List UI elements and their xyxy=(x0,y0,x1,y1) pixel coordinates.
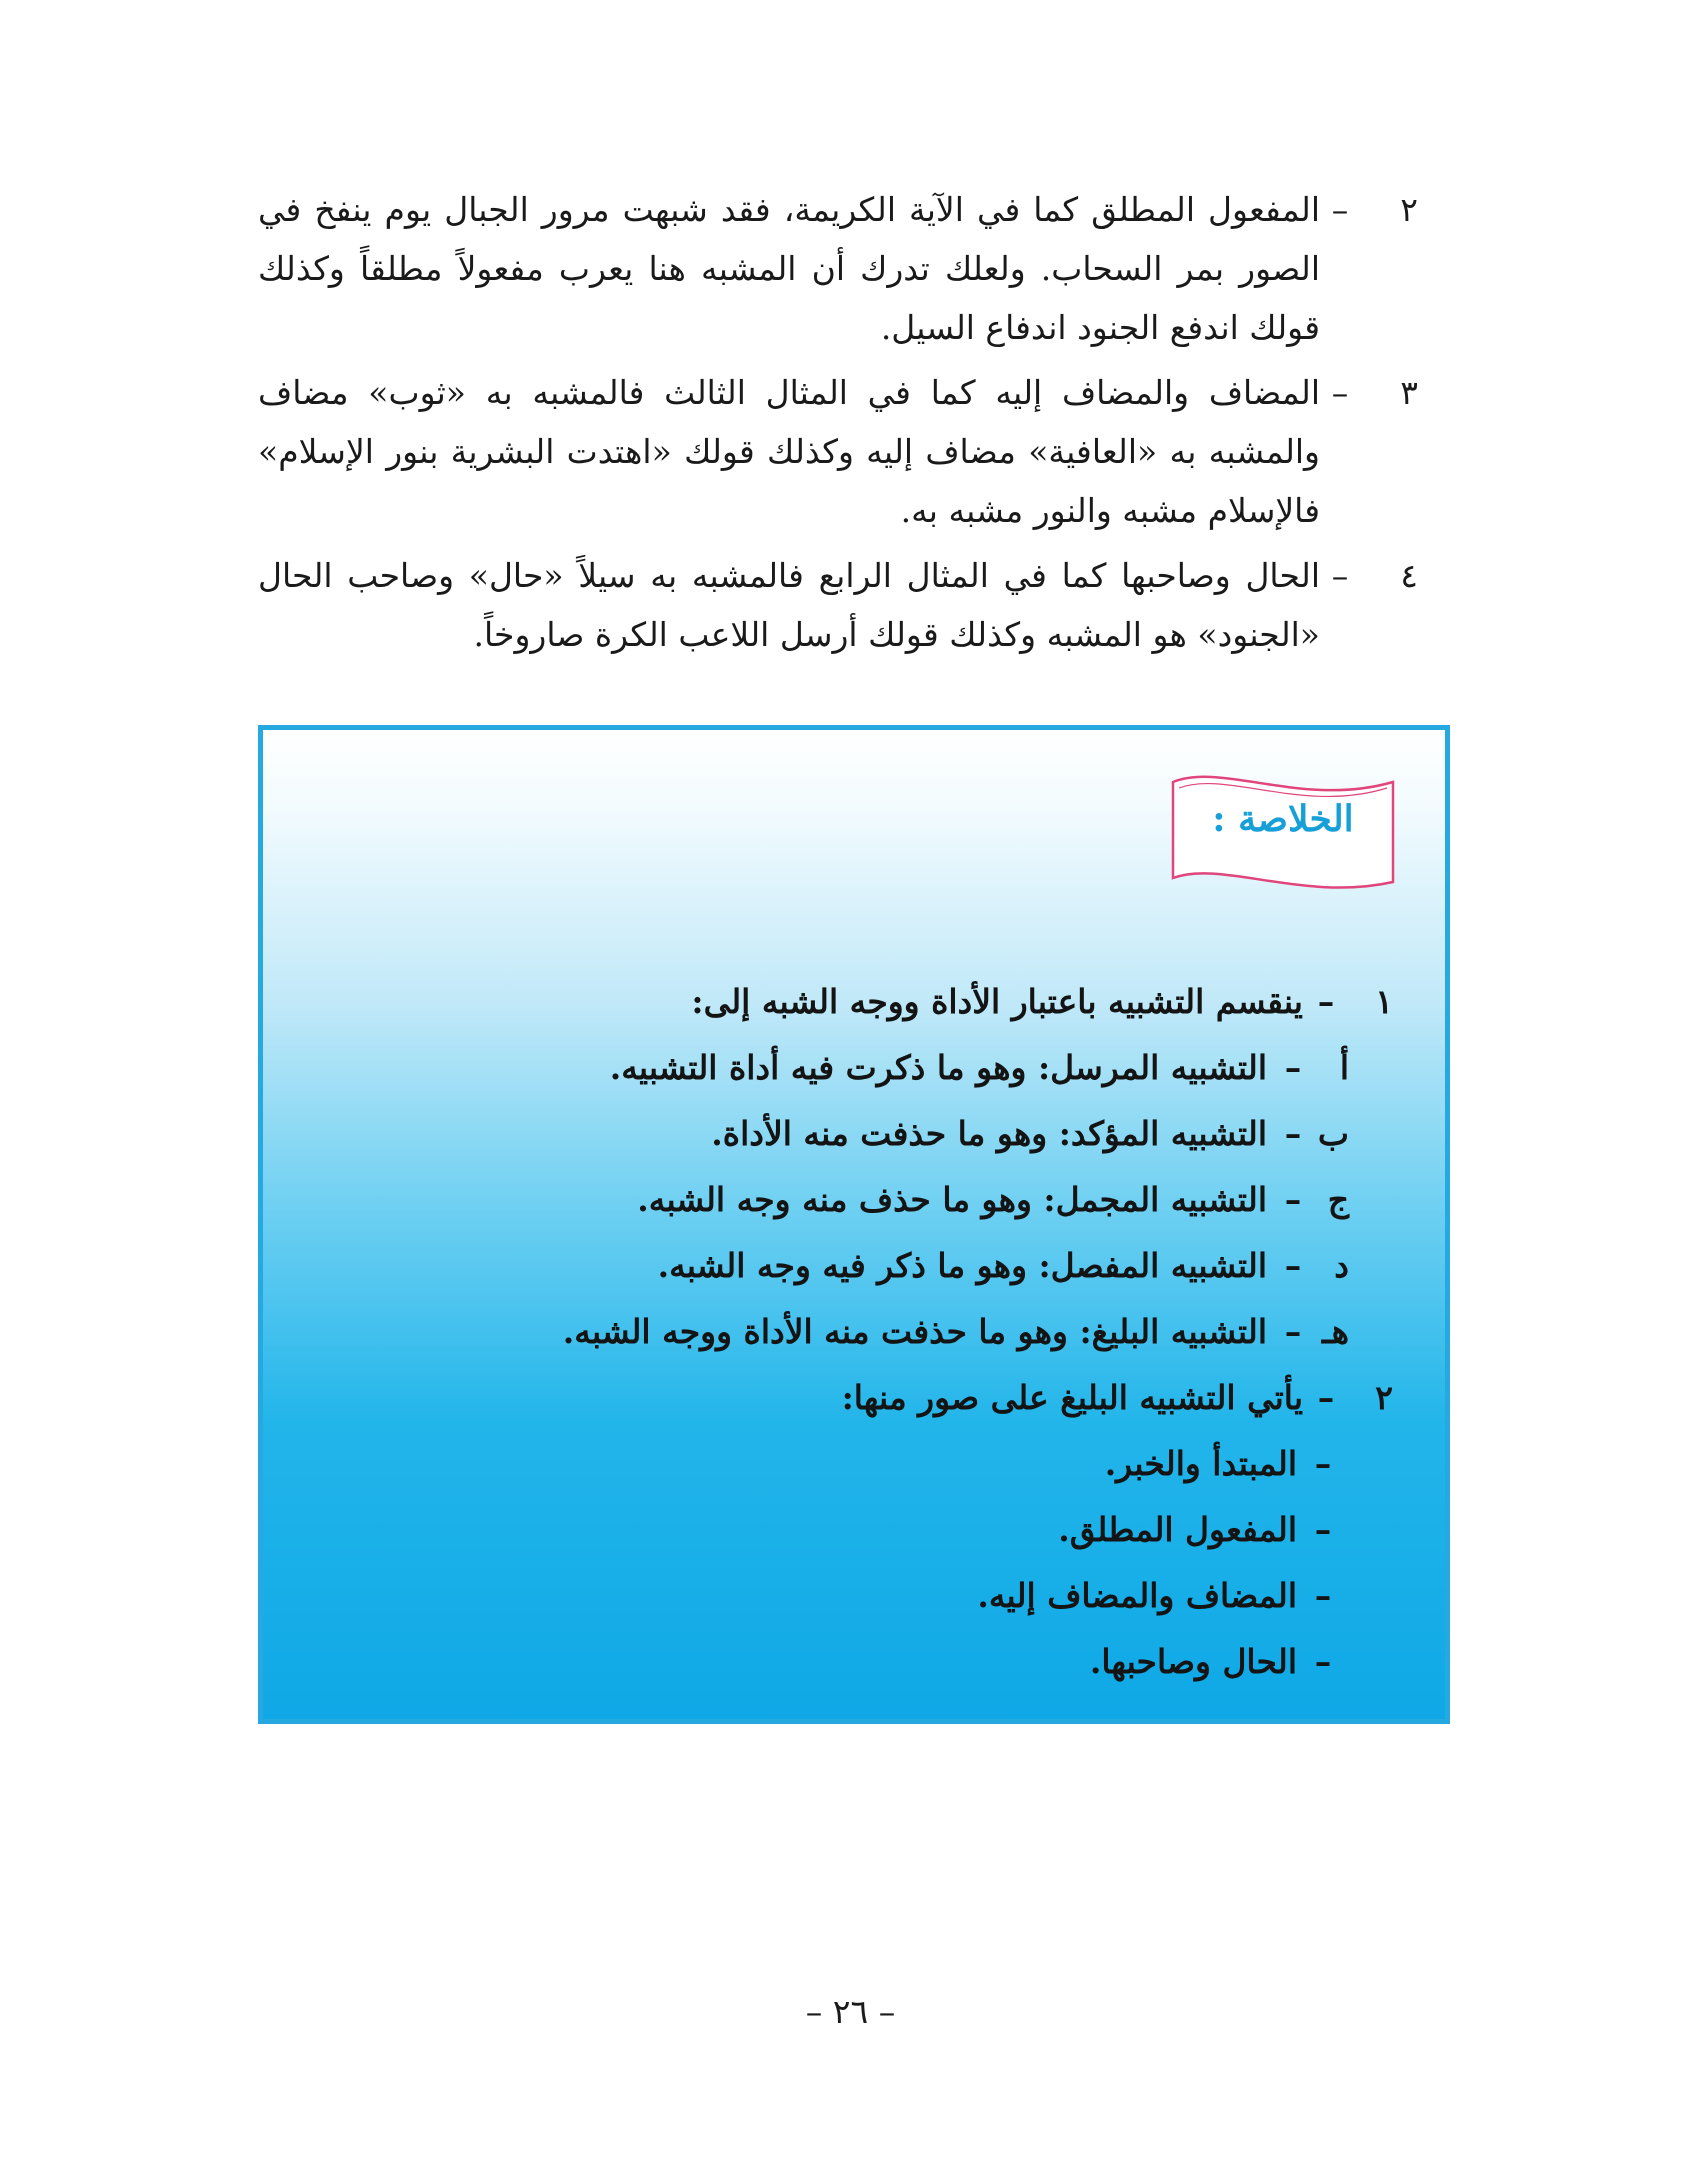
item-text: ينقسم التشبيه باعتبار الأداة ووجه الشبه إلى: xyxy=(691,981,1303,1021)
point-dash: – xyxy=(1331,556,1349,595)
sub-item-d xyxy=(393,1232,1393,1298)
bullet-text: المفعول المطلق. xyxy=(1058,1509,1297,1549)
sub-item-c xyxy=(393,1166,1393,1232)
summary-flag xyxy=(1163,760,1403,900)
sub-dash: – xyxy=(1284,1311,1302,1351)
point-number: ٣ xyxy=(1400,373,1418,412)
bullet-item xyxy=(393,1430,1393,1496)
sub-label: هـ xyxy=(1321,1311,1349,1351)
bullet-dash: – xyxy=(1314,1641,1332,1681)
summary-box xyxy=(258,725,1450,1724)
item-number: ١ xyxy=(1375,981,1393,1021)
bullet-dash: – xyxy=(1314,1443,1332,1483)
item-text: يأتي التشبيه البليغ على صور منها: xyxy=(841,1377,1303,1417)
sub-dash: – xyxy=(1284,1179,1302,1219)
sub-label: د xyxy=(1334,1245,1349,1285)
point-text: الحال وصاحبها كما في المثال الرابع فالمشبه به سيلاً «حال» وصاحب الحال «الجنود» هو المشبه وكذلك قولك أرسل اللاعب الكرة صاروخاً. xyxy=(258,556,1320,654)
point-4 xyxy=(258,546,1418,664)
page-number: – ٢٦ – xyxy=(805,1992,896,2031)
sub-label: ب xyxy=(1317,1113,1349,1153)
sub-dash: – xyxy=(1284,1047,1302,1087)
point-dash: – xyxy=(1331,373,1349,412)
item-dash: – xyxy=(1317,1377,1335,1417)
bullet-text: المضاف والمضاف إليه. xyxy=(977,1575,1297,1615)
bullet-text: المبتدأ والخبر. xyxy=(1104,1443,1297,1483)
point-text: المفعول المطلق كما في الآية الكريمة، فقد شبهت مرور الجبال يوم ينفخ في الصور بمر السحاب. ولعلك تدرك أن المشبه هنا يعرب مفعولاً مطلقاً وكذلك قولك اندفع الجنود اندفاع السيل. xyxy=(258,190,1320,347)
sub-item-b xyxy=(393,1100,1393,1166)
point-3 xyxy=(258,363,1418,540)
bullet-text: الحال وصاحبها. xyxy=(1089,1641,1297,1681)
sub-item-e xyxy=(393,1298,1393,1364)
explanation-points xyxy=(258,180,1418,670)
point-number: ٢ xyxy=(1400,190,1418,229)
sub-dash: – xyxy=(1284,1113,1302,1153)
sub-text: التشبيه المرسل: وهو ما ذكرت فيه أداة التشبيه. xyxy=(609,1047,1267,1087)
summary-title: الخلاصة : xyxy=(1212,798,1354,840)
bullet-item xyxy=(393,1496,1393,1562)
point-2 xyxy=(258,180,1418,357)
summary-list xyxy=(393,968,1393,1694)
sub-item-a xyxy=(393,1034,1393,1100)
bullet-dash: – xyxy=(1314,1575,1332,1615)
sub-dash: – xyxy=(1284,1245,1302,1285)
bullet-item xyxy=(393,1562,1393,1628)
item-number: ٢ xyxy=(1375,1377,1393,1417)
point-text: المضاف والمضاف إليه كما في المثال الثالث فالمشبه به «ثوب» مضاف والمشبه به «العافية» مضاف إليه وكذلك قولك «اهتدت البشرية بنور الإسلام» فالإسلام مشبه والنور مشبه به. xyxy=(258,373,1320,530)
sub-label: ج xyxy=(1327,1179,1349,1219)
sub-text: التشبيه المؤكد: وهو ما حذفت منه الأداة. xyxy=(711,1113,1267,1153)
bullet-item xyxy=(393,1628,1393,1694)
bullet-dash: – xyxy=(1314,1509,1332,1549)
sub-label: أ xyxy=(1339,1047,1349,1087)
summary-item-1 xyxy=(393,968,1393,1034)
sub-text: التشبيه المجمل: وهو ما حذف منه وجه الشبه. xyxy=(637,1179,1267,1219)
sub-text: التشبيه البليغ: وهو ما حذفت منه الأداة ووجه الشبه. xyxy=(562,1311,1267,1351)
point-number: ٤ xyxy=(1400,556,1418,595)
item-dash: – xyxy=(1317,981,1335,1021)
sub-text: التشبيه المفصل: وهو ما ذكر فيه وجه الشبه. xyxy=(657,1245,1267,1285)
summary-item-2 xyxy=(393,1364,1393,1430)
point-dash: – xyxy=(1331,190,1349,229)
